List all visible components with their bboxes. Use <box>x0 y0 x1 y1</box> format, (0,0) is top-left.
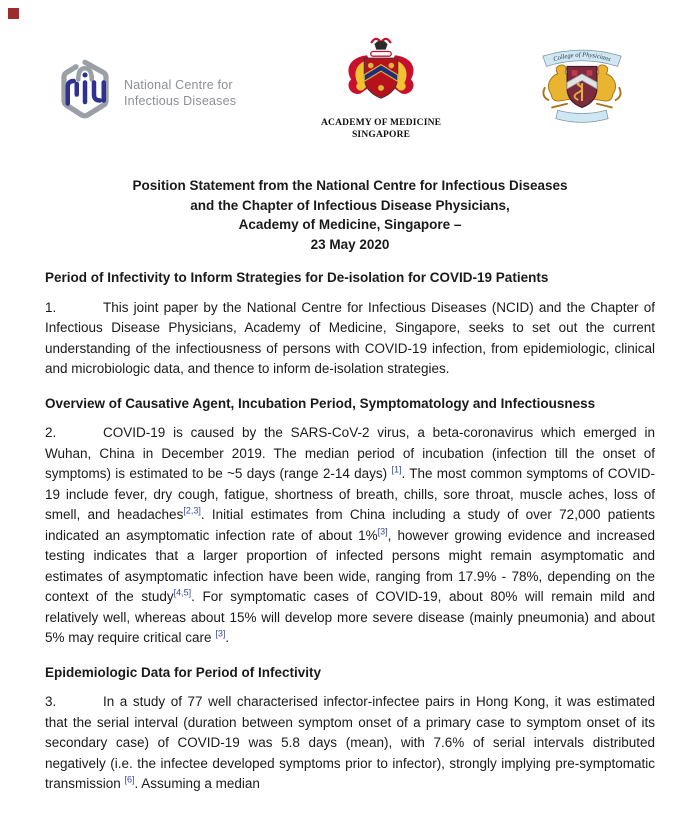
paragraph-3-text: In a study of 77 well characterised infector-infectee pairs in Hong Kong, it was estimated that the serial interval (duration between symptom onset of a primary case to symptom onset of its secondary case) of COVID-19 was 5.8 days (mean), with 7.6% of serial intervals distributed negatively (i.e. the infectee developed symptoms prior to infector), strongly implying pre-symptomatic transmission [6]. Assuming a median <box>45 694 655 791</box>
corner-marker <box>8 8 19 19</box>
paragraph-2-text: COVID-19 is caused by the SARS-CoV-2 virus, a beta-coronavirus which emerged in Wuhan, China in December 2019. The median period of incubation (infection till the onset of symptoms) is estimated to be ~5 days (range 2-14 days) [1]. The most common symptoms of COVID-19 include fever, dry cough, fatigue, shortness of breath, chills, sore throat, muscle aches, loss of smell, and headaches[2,3]. Initial estimates from China including a study of over 72,000 patients indicated an asymptomatic infection rate of about 1%[3], however growing evidence and increased testing indicates that a larger proportion of infected persons might remain asymptomatic and estimates of asymptomatic infection have been wide, ranging from 17.9% - 78%, depending on the context of the study[4,5]. For symptomatic cases of COVID-19, about 80% will remain mild and relatively well, whereas about 15% will develop more severe disease (mainly pneumonia) and about 5% may require critical care [3]. <box>45 425 656 645</box>
title-line-1: Position Statement from the National Centre for Infectious Diseases <box>132 178 568 193</box>
ams-caption-line2: SINGAPORE <box>351 129 411 140</box>
reference-superscript: [3] <box>377 526 388 536</box>
paragraph-2 <box>45 423 655 649</box>
reference-superscript: [3] <box>215 628 226 639</box>
ncid-logo-text <box>124 77 236 109</box>
ncid-logo-icon <box>58 56 112 129</box>
paragraph-3 <box>45 692 655 795</box>
title-line-2: and the Chapter of Infectious Disease Physicians, <box>190 197 510 213</box>
paragraph-2-number: 2. <box>45 425 57 440</box>
document-title <box>45 176 655 254</box>
title-line-3: Academy of Medicine, Singapore – <box>238 217 462 232</box>
svg-text:College of Physicians: College of Physicians <box>552 51 612 64</box>
ams-caption-line1: ACADEMY OF MEDICINE <box>320 118 442 128</box>
reference-superscript: [6] <box>124 774 135 785</box>
reference-superscript: [1] <box>391 464 402 475</box>
ncid-name-line1: National Centre for <box>124 77 233 92</box>
ams-crest-icon <box>339 36 423 115</box>
paragraph-1 <box>45 298 655 380</box>
cop-crest-icon <box>526 51 638 134</box>
paragraph-3-number: 3. <box>45 694 57 709</box>
heading-period-of-infectivity: Period of Infectivity to Inform Strategies for De-isolation for COVID-19 Patients <box>45 270 549 285</box>
ncid-name-line2: Infectious Diseases <box>124 93 237 108</box>
paragraph-1-text: This joint paper by the National Centre for Infectious Diseases (NCID) and the Chapter of Infectious Disease Physicians, Academy of Medicine, Singapore, seeks to set out the current understanding of the infectiousness of persons with COVID-19 infection, from epidemiologic, clinical and microbiologic data, and thence to inform de-isolation strategies. <box>45 299 655 376</box>
logo-header <box>0 0 700 138</box>
heading-epidemiologic-data: Epidemiologic Data for Period of Infectivity <box>45 664 322 680</box>
document-body <box>0 176 700 795</box>
ams-logo <box>316 36 446 141</box>
paragraph-1-number: 1. <box>45 299 57 315</box>
reference-superscript: [4,5] <box>173 587 192 598</box>
cop-logo <box>526 42 638 135</box>
ncid-logo <box>58 56 236 129</box>
title-line-4: 23 May 2020 <box>310 236 390 252</box>
reference-superscript: [2,3] <box>183 505 201 516</box>
heading-overview: Overview of Causative Agent, Incubation Period, Symptomatology and Infectiousness <box>45 395 596 411</box>
